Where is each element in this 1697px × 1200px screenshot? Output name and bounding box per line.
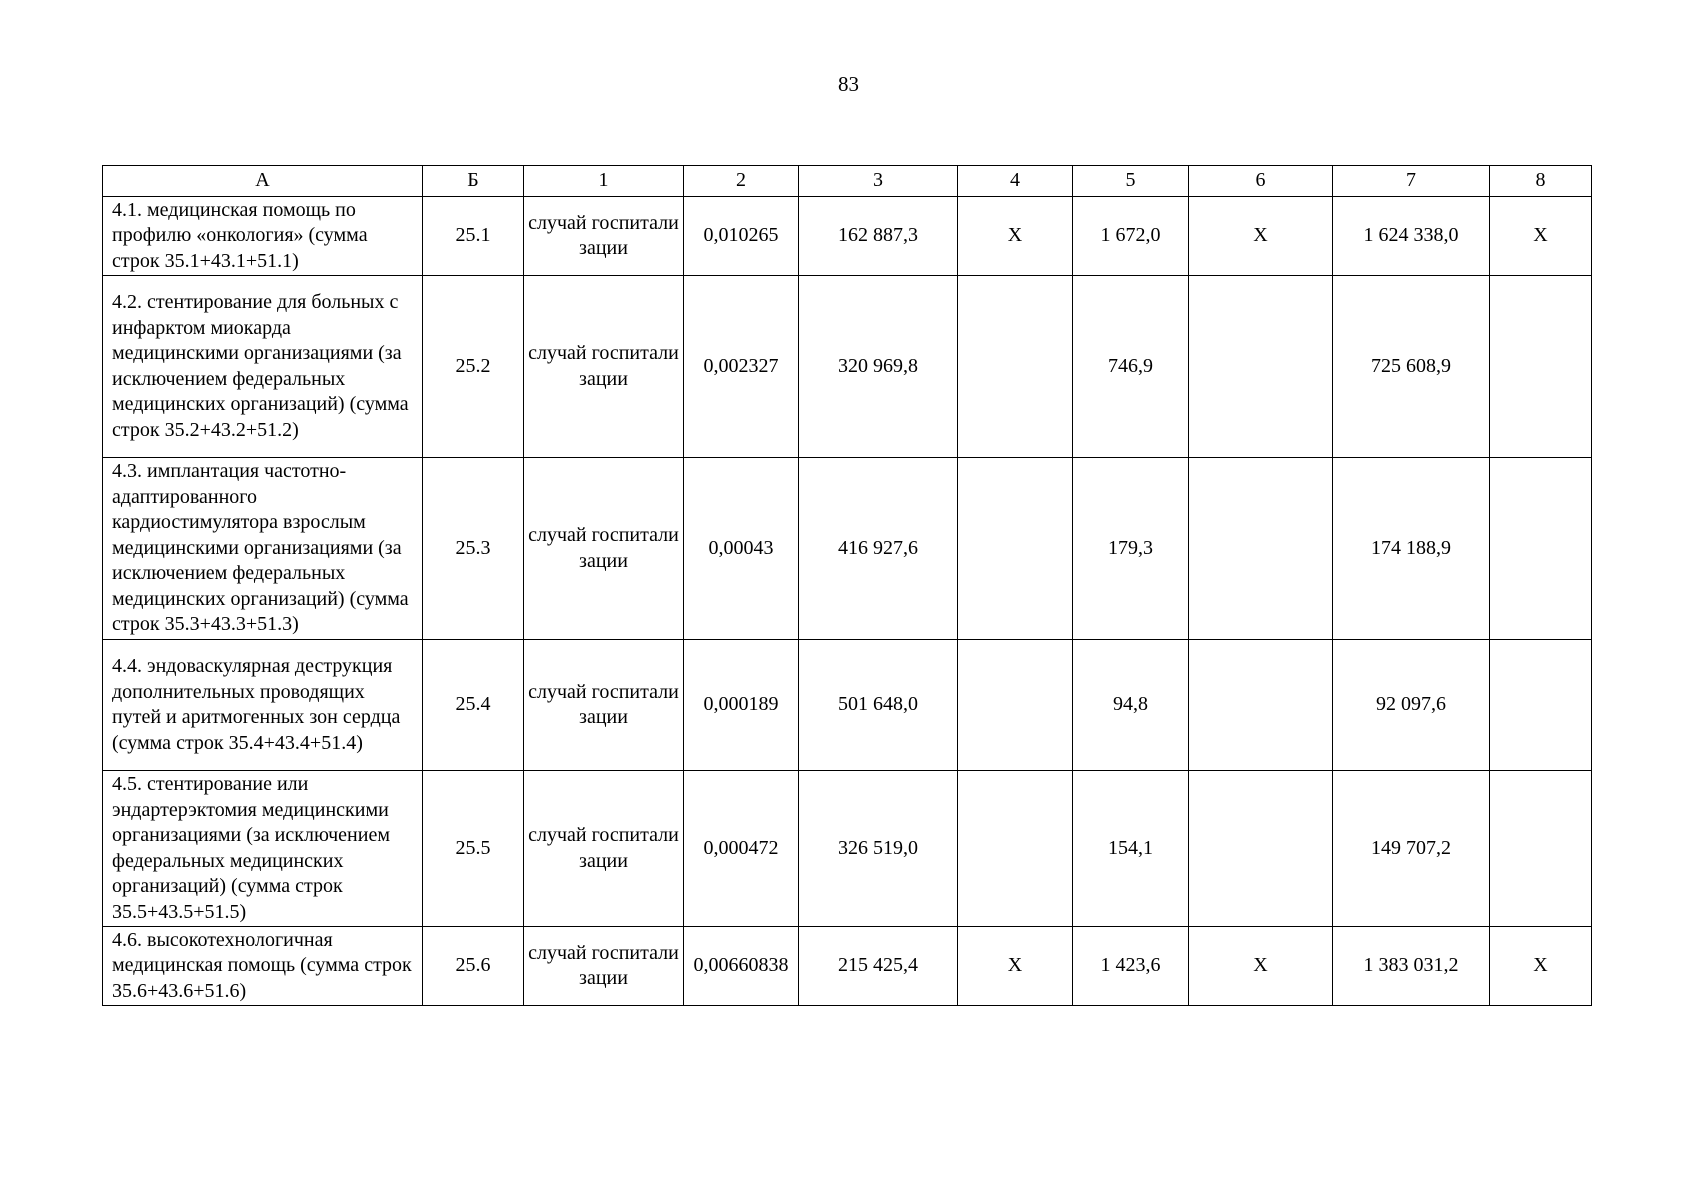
header-row: [103, 166, 1592, 197]
row-col4-cell: Х: [958, 197, 1073, 276]
row-name-cell: 4.1. медицинская помощь по профилю «онкология» (сумма строк 35.1+43.1+51.1): [103, 197, 423, 276]
header-cell-7: 7: [1333, 166, 1490, 197]
row-cost-cell: 416 927,6: [799, 458, 958, 640]
row-unit-cell: случай госпитализации: [524, 771, 684, 927]
row-name-cell: 4.2. стентирование для больных с инфарктом миокарда медицинскими организациями (за исключением федеральных медицинских организаций) (сумма строк 35.2+43.2+51.2): [103, 276, 423, 458]
row-name-cell: 4.4. эндоваскулярная деструкция дополнительных проводящих путей и аритмогенных зон сердца (сумма строк 35.4+43.4+51.4): [103, 640, 423, 771]
row-unit-cell: случай госпитализации: [524, 276, 684, 458]
header-cell-1: 1: [524, 166, 684, 197]
row-unit-cell: случай госпитализации: [524, 640, 684, 771]
row-col4-cell: Х: [958, 927, 1073, 1006]
row-col4-cell: [958, 640, 1073, 771]
row-col5-cell: 154,1: [1073, 771, 1189, 927]
table-row: [103, 458, 1592, 640]
header-cell-8: 8: [1490, 166, 1592, 197]
row-norm-cell: 0,00660838: [684, 927, 799, 1006]
header-cell-b: Б: [423, 166, 524, 197]
row-col8-cell: Х: [1490, 927, 1592, 1006]
row-col4-cell: [958, 771, 1073, 927]
table-row: [103, 197, 1592, 276]
row-cost-cell: 162 887,3: [799, 197, 958, 276]
row-cost-cell: 320 969,8: [799, 276, 958, 458]
row-col4-cell: [958, 276, 1073, 458]
table-row: [103, 276, 1592, 458]
row-col6-cell: Х: [1189, 927, 1333, 1006]
row-col6-cell: [1189, 640, 1333, 771]
row-col8-cell: [1490, 640, 1592, 771]
row-unit-cell: случай госпитализации: [524, 458, 684, 640]
row-norm-cell: 0,00043: [684, 458, 799, 640]
header-cell-a: А: [103, 166, 423, 197]
header-cell-2: 2: [684, 166, 799, 197]
row-norm-cell: 0,000189: [684, 640, 799, 771]
row-name-cell: 4.3. имплантация частотно-адаптированного кардиостимулятора взрослым медицинскими организациями (за исключением федеральных медицинских организаций) (сумма строк 35.3+43.3+51.3): [103, 458, 423, 640]
row-cost-cell: 501 648,0: [799, 640, 958, 771]
row-col6-cell: [1189, 458, 1333, 640]
row-col5-cell: 1 672,0: [1073, 197, 1189, 276]
row-col8-cell: Х: [1490, 197, 1592, 276]
row-unit-cell: случай госпитализации: [524, 197, 684, 276]
row-code-cell: 25.6: [423, 927, 524, 1006]
table-row: [103, 771, 1592, 927]
table-row: [103, 640, 1592, 771]
header-cell-3: 3: [799, 166, 958, 197]
row-col5-cell: 1 423,6: [1073, 927, 1189, 1006]
row-col6-cell: [1189, 771, 1333, 927]
row-col7-cell: 725 608,9: [1333, 276, 1490, 458]
table-body: [103, 197, 1592, 1006]
row-col8-cell: [1490, 276, 1592, 458]
row-cost-cell: 215 425,4: [799, 927, 958, 1006]
row-col8-cell: [1490, 771, 1592, 927]
row-col7-cell: 1 383 031,2: [1333, 927, 1490, 1006]
row-col6-cell: [1189, 276, 1333, 458]
row-norm-cell: 0,002327: [684, 276, 799, 458]
page-number: 83: [838, 72, 859, 96]
row-col7-cell: 174 188,9: [1333, 458, 1490, 640]
row-code-cell: 25.1: [423, 197, 524, 276]
row-name-cell: 4.5. стентирование или эндартерэктомия медицинскими организациями (за исключением федеральных медицинских организаций) (сумма строк 35.5+43.5+51.5): [103, 771, 423, 927]
data-table: [102, 165, 1592, 1006]
row-col7-cell: 1 624 338,0: [1333, 197, 1490, 276]
header-cell-6: 6: [1189, 166, 1333, 197]
row-col7-cell: 92 097,6: [1333, 640, 1490, 771]
row-norm-cell: 0,000472: [684, 771, 799, 927]
row-cost-cell: 326 519,0: [799, 771, 958, 927]
row-col5-cell: 746,9: [1073, 276, 1189, 458]
row-norm-cell: 0,010265: [684, 197, 799, 276]
row-code-cell: 25.2: [423, 276, 524, 458]
header-cell-5: 5: [1073, 166, 1189, 197]
row-code-cell: 25.3: [423, 458, 524, 640]
table-header: [103, 166, 1592, 197]
header-cell-4: 4: [958, 166, 1073, 197]
row-name-cell: 4.6. высокотехнологичная медицинская помощь (сумма строк 35.6+43.6+51.6): [103, 927, 423, 1006]
row-col8-cell: [1490, 458, 1592, 640]
table-row: [103, 927, 1592, 1006]
row-code-cell: 25.5: [423, 771, 524, 927]
row-col6-cell: Х: [1189, 197, 1333, 276]
row-col5-cell: 94,8: [1073, 640, 1189, 771]
row-col7-cell: 149 707,2: [1333, 771, 1490, 927]
row-unit-cell: случай госпитализации: [524, 927, 684, 1006]
row-col4-cell: [958, 458, 1073, 640]
row-col5-cell: 179,3: [1073, 458, 1189, 640]
row-code-cell: 25.4: [423, 640, 524, 771]
